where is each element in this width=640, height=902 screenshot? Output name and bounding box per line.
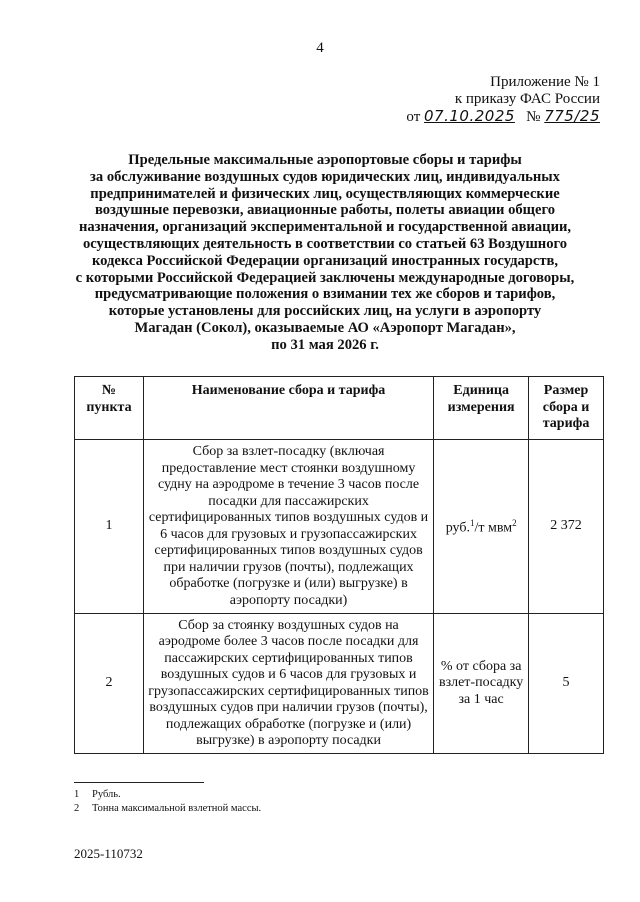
footnote <box>74 788 261 802</box>
heading-line: Магадан (Сокол), оказываемые АО «Аэропорт Магадан», <box>134 319 516 336</box>
heading-line: воздушные перевозки, авиационные работы, полеты авиации общего <box>94 202 556 219</box>
table-row <box>75 614 604 754</box>
footnote-ref: 2 <box>512 518 517 529</box>
date-prefix: от <box>406 109 421 125</box>
order-date: 07.10.2025 <box>424 107 515 125</box>
fee-value: 2 372 <box>529 440 604 614</box>
heading-line: за обслуживание воздушных судов юридических лиц, индивидуальных <box>90 168 560 185</box>
fee-name: Сбор за стоянку воздушных судов на аэродроме более 3 часов после посадки для пассажирских сертифицированных типов воздушных судов и 6 часов для грузовых и грузопассажирских сертифицированных типов воздушных судов при наличии грузов (почты), подлежащих обработке (погрузке и (или) выгрузке) в аэропорту посадки <box>143 614 433 754</box>
footnote <box>74 802 261 816</box>
footnote-text: Рубль. <box>92 789 121 800</box>
footnote-ref: 1 <box>469 518 475 529</box>
unit-currency: руб. <box>445 521 470 537</box>
appendix-block <box>360 74 600 126</box>
heading-line: осуществляющих деятельность в соответствии со статьей 63 Воздушного <box>82 235 568 252</box>
heading-line: которые установлены для российских лиц, на услуги в аэропорту <box>108 303 542 320</box>
fee-value: 5 <box>529 614 604 754</box>
table-header-row <box>75 377 604 440</box>
row-number: 1 <box>75 440 144 614</box>
heading-line: предпринимателей и физических лиц, осуществляющих коммерческие <box>90 185 560 202</box>
fee-unit: % от сбора за взлет-посадку за 1 час <box>434 614 529 754</box>
fee-name: Сбор за взлет-посадку (включая предоставление мест стоянки воздушному судну на аэродроме в течение 3 часов после посадки для пассажирских сертифицированных типов воздушных судов и 6 часов для грузовых и грузопассажирских сертифицированных типов воздушных судов при наличии грузов (почты), подлежащих обработке (погрузке и (или) выгрузке) в аэропорту посадки) <box>143 440 433 614</box>
number-prefix: № <box>526 109 541 125</box>
header-item-number: № пункта <box>75 377 144 440</box>
fees-table <box>74 376 604 754</box>
unit-mass: /т мвм <box>474 521 513 537</box>
heading-line: назначения, организаций экспериментальной и государственной авиации, <box>78 219 572 236</box>
header-fee-name: Наименование сбора и тарифа <box>143 377 433 440</box>
header-unit: Единица измерения <box>434 377 529 440</box>
order-date-line <box>360 108 600 126</box>
appendix-title: Приложение № 1 <box>490 74 600 90</box>
table-row <box>75 440 604 614</box>
heading-line: предусматривающие положения о взимании тех же сборов и тарифов, <box>94 286 556 303</box>
footnote-number: 2 <box>74 803 80 814</box>
row-number: 2 <box>75 614 144 754</box>
heading-line: Предельные максимальные аэропортовые сборы и тарифы <box>128 152 522 168</box>
footnote-number: 1 <box>74 789 80 800</box>
footnote-divider <box>74 782 204 783</box>
document-heading <box>60 152 590 354</box>
heading-line: кодекса Российской Федерации организаций иностранных государств, <box>91 252 559 269</box>
order-number: 775/25 <box>544 107 600 125</box>
page-number: 4 <box>316 40 324 56</box>
header-amount: Размер сбора и тарифа <box>529 377 604 440</box>
fee-unit <box>434 440 529 614</box>
document-number: 2025-110732 <box>74 846 143 861</box>
heading-line: с которыми Российской Федерацией заключены международные договоры, <box>75 269 575 286</box>
footnotes <box>74 788 261 816</box>
heading-line: по 31 мая 2026 г. <box>271 336 379 353</box>
footnote-text: Тонна максимальной взлетной массы. <box>92 803 262 814</box>
appendix-order: к приказу ФАС России <box>454 91 600 107</box>
